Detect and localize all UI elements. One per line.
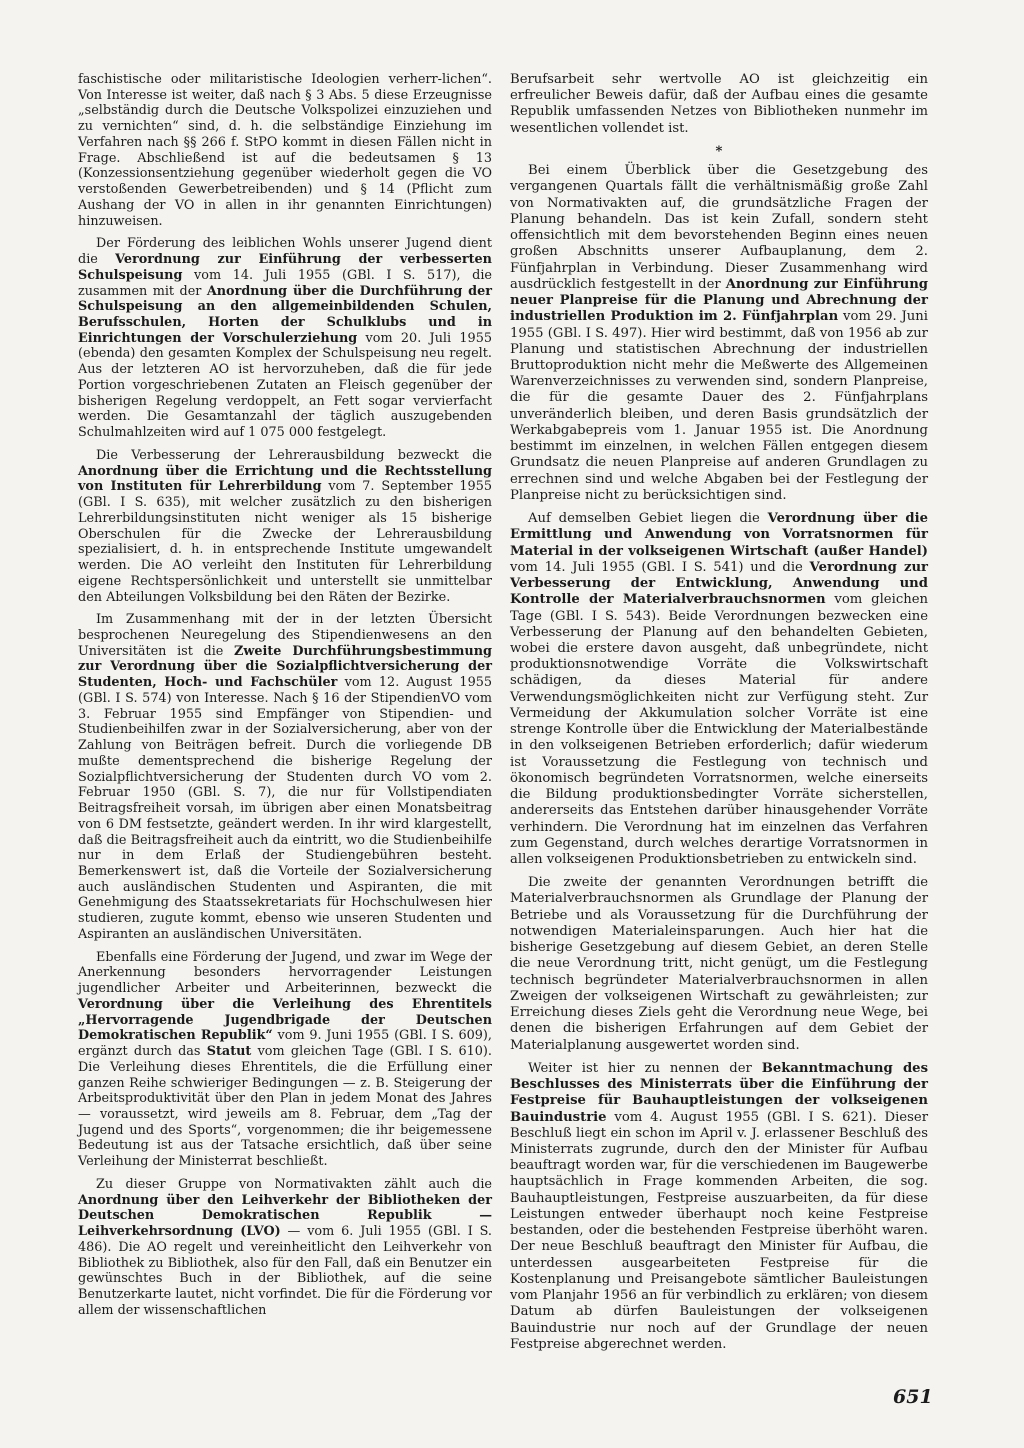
law-title: Anordnung über die Durchführung der Schulspeisung an den allgemeinbildenden Schulen, Berufsschulen, Horten der Schulklubs und in Einrichtungen der Vorschulerziehung — [78, 283, 492, 346]
law-title: Verordnung zur Einführung der verbesserten Schulspeisung — [78, 252, 492, 283]
law-title: Verordnung zur Verbesserung der Entwicklung, Anwendung und Kontrolle der Materialverbrauchsnormen — [510, 559, 928, 608]
paragraph: Zu dieser Gruppe von Normativakten zählt auch die Anordnung über den Leihverkehr der Bibliotheken der Deutschen Demokratischen Republik — Leihverkehrsordnung (LVO) — vom 6. Juli 1955 (GBl. I S. 486). Die AO regelt und vereinheitlicht den Leihverkehr von Bibliothek zu Bibliothek, also für den Fall, daß ein Benutzer ein gewünschtes Buch in der Bibliothek, auf die seine Benutzerkarte lautet, nicht vorfindet. Die für die Förderung vor allem der wissenschaftlichen — [78, 1176, 492, 1318]
law-title: Verordnung über die Verleihung des Ehrentitels „Hervorragende Jugendbrigade der Deutschen Demokratischen Republik“ — [78, 996, 492, 1044]
section-separator: * — [715, 143, 723, 159]
paragraph: Weiter ist hier zu nennen der Bekanntmachung des Beschlusses des Ministerrats über die Einführung der Festpreise für Bauhauptleistungen der volkseigenen Bauindustrie vom 4. August 1955 (GBl. I S. 621). Dieser Beschluß liegt ein schon im April v. J. erlassener Beschluß des Ministerrats zugrunde, durch den der Minister für Aufbau beauftragt worden war, für die verschiedenen im Baugewerbe hauptsächlich in Frage kommenden Arbeiten, die sog. Bauhauptleistungen, Festpreise auszuarbeiten, da für diese Leistungen entweder überhaupt noch keine Festpreise bestanden, oder die bestehenden Festpreise überhöht waren. Der neue Beschluß beauftragt den Minister für Aufbau, die unterdessen ausgearbeiteten Festpreise für die Kostenplanung und Preisangebote sämtlicher Bauleistungen vom Planjahr 1956 an für verbindlich zu erklären; von diesem Datum ab dürfen Bauleistungen der volkseigenen Bauindustrie nur noch auf der Grundlage der neuen Festpreise abgerechnet werden. — [510, 1060, 928, 1352]
paragraph: faschistische oder militaristische Ideologien verherr-lichen“. Von Interesse ist weiter, daß nach § 3 Abs. 5 diese Erzeugnisse „selbständig durch die Deutsche Volkspolizei einzuziehen und zu vernichten“ sind, d. h. die selbständige Einziehung im Verfahren nach §§ 266 f. StPO kommt in diesen Fällen nicht in Frage. Abschließend ist auf die bedeutsamen § 13 (Konzessionsentziehung gegenüber wiederholt gegen die VO verstoßenden Gewerbetreibenden) und § 14 (Pflicht zum Aushang der VO in allen in ihr genannten Einrichtungen) hinzuweisen. — [78, 72, 492, 229]
paragraph: Bei einem Überblick über die Gesetzgebung des vergangenen Quartals fällt die verhältnismäßig große Zahl von Normativakten auf, die grundsätzliche Fragen der Planung behandeln. Das ist kein Zufall, sondern steht offensichtlich mit dem bevorstehenden Beginn eines neuen großen Abschnitts unserer Aufbauplanung, dem 2. Fünfjahrplan in Verbindung. Dieser Zusammenhang wird ausdrücklich festgestellt in der Anordnung zur Einführung neuer Planpreise für die Planung und Abrechnung der industriellen Produktion im 2. Fünfjahrplan vom 29. Juni 1955 (GBl. I S. 497). Hier wird bestimmt, daß von 1956 ab zur Planung und statistischen Abrechnung der industriellen Bruttoproduktion nicht mehr die Meßwerte des Allgemeinen Warenverzeichnisses zu verwenden sind, sondern Planpreise, die für die gesamte Dauer des 2. Fünfjahrplans unveränderlich bleiben, und deren Basis grundsätzlich der Werkabgabepreis vom 1. Januar 1955 ist. Die Anordnung bestimmt im einzelnen, in welchen Fällen entgegen diesem Grundsatz die neuen Planpreise auf anderen Grundlagen zu errechnen sind und welche Abgaben bei der Festlegung der Planpreise nicht zu berücksichtigen sind. — [510, 163, 929, 503]
left-column — [78, 72, 492, 1326]
right-column — [510, 72, 928, 1360]
paragraph: Der Förderung des leiblichen Wohls unserer Jugend dient die Verordnung zur Einführung der verbesserten Schulspeisung vom 14. Juli 1955 (GBl. I S. 517), die zusammen mit der Anordnung über die Durchführung der Schulspeisung an den allgemeinbildenden Schulen, Berufsschulen, Horten der Schulklubs und in Einrichtungen der Vorschulerziehung vom 20. Juli 1955 (ebenda) den gesamten Komplex der Schulspeisung neu regelt. Aus der letzteren AO ist hervorzuheben, daß die für jede Portion vorgeschriebenen Zutaten an Fleisch gegenüber der bisherigen Regelung verdoppelt, an Fett sogar vervierfacht werden. Die Gesamtanzahl der täglich auszugebenden Schulmahlzeiten wird auf 1 075 000 festgelegt. — [78, 236, 492, 441]
law-title: Statut — [206, 1044, 252, 1060]
paragraph: Die zweite der genannten Verordnungen betrifft die Materialverbrauchsnormen als Grundlage der Planung der Betriebe und als Voraussetzung für die Durchführung der notwendigen Materialeinsparungen. Auch hier hat die bisherige Gesetzgebung auf diesem Gebiet, an deren Stelle die neue Verordnung tritt, nicht genügt, um die Festlegung technisch begründeter Materialverbrauchsnormen in allen Zweigen der volkseigenen Wirtschaft zu gewährleisten; zur Erreichung dieses Ziels geht die Verordnung neue Wege, bei denen die bisherigen Erfahrungen auf dem Gebiet der Materialplanung ausgewertet worden sind. — [510, 875, 928, 1053]
paragraph: Auf demselben Gebiet liegen die Verordnung über die Ermittlung und Anwendung von Vorratsnormen für Material in der volkseigenen Wirtschaft (außer Handel) vom 14. Juli 1955 (GBl. I S. 541) und die Verordnung zur Verbesserung der Entwicklung, Anwendung und Kontrolle der Materialverbrauchsnormen vom gleichen Tage (GBl. I S. 543). Beide Verordnungen bezwecken eine Verbesserung der Planung auf den behandelten Gebieten, wobei die erstere davon ausgeht, daß unbegründete, nicht produktionsnotwendige Vorräte die Volkswirtschaft schädigen, da dieses Material für andere Verwendungsmöglichkeiten nicht zur Verfügung steht. Zur Vermeidung der Akkumulation solcher Vorräte ist eine strenge Kontrolle über die Entwicklung der Materialbestände in den volkseigenen Betrieben erforderlich; dafür wiederum ist Voraussetzung die Festlegung von technisch und ökonomisch begründeten Vorratsnormen, welche einerseits die Bildung produktionsbedingter Vorräte sicherstellen, andererseits das Entstehen darüber hinausgehender Vorräte verhindern. Die Verordnung hat im einzelnen das Verfahren zum Gegenstand, durch welches derartige Vorratsnormen in allen volkseigenen Produktionsbetrieben zu entwickeln sind. — [510, 511, 928, 868]
paragraph: Ebenfalls eine Förderung der Jugend, und zwar im Wege der Anerkennung besonders hervorragender Leistungen jugendlicher Arbeiter und Arbeiterinnen, bezweckt die Verordnung über die Verleihung des Ehrentitels „Hervorragende Jugendbrigade der Deutschen Demokratischen Republik“ vom 9. Juni 1955 (GBl. I S. 609), ergänzt durch das Statut vom gleichen Tage (GBl. I S. 610). Die Verleihung dieses Ehrentitels, die die Erfüllung einer ganzen Reihe schwieriger Bedingungen — z. B. Steigerung der Arbeitsproduktivität über den Plan in jedem Monat des Jahres — voraussetzt, wird jeweils am 8. Februar, dem „Tag der Jugend und des Sports“, vorgenommen; die ihr beigemessene Bedeutung ist aus der Tatsache ersichtlich, daß über seine Verleihung der Ministerrat beschließt. — [78, 949, 492, 1170]
law-title: Anordnung über die Errichtung und die Rechtsstellung von Instituten für Lehrerbildung — [78, 463, 492, 495]
law-title: Zweite Durchführungsbestimmung zur Verordnung über die Sozialpflichtversicherung der Studenten, Hoch- und Fachschüler — [78, 643, 492, 691]
law-title: Bekanntmachung des Beschlusses des Ministerrats über die Einführung der Festpreise für Bauhauptleistungen der volkseigenen Bauindustrie — [510, 1060, 928, 1125]
law-title: Anordnung zur Einführung neuer Planpreise für die Planung und Abrechnung der industriellen Produktion im 2. Fünfjahrplan — [510, 276, 929, 325]
paragraph: Im Zusammenhang mit der in der letzten Übersicht besprochenen Neuregelung des Stipendienwesens an den Universitäten ist die Zweite Durchführungsbestimmung zur Verordnung über die Sozialpflichtversicherung der Studenten, Hoch- und Fachschüler vom 12. August 1955 (GBl. I S. 574) von Interesse. Nach § 16 der StipendienVO vom 3. Februar 1955 sind Empfänger von Stipendien- und Studienbeihilfen zwar in der Sozialversicherung, aber von der Zahlung von Beiträgen befreit. Durch die vorliegende DB mußte dementsprechend die bisherige Regelung der Sozialpflichtversicherung der Studenten durch VO vom 2. Februar 1950 (GBl. S. 7), die nur für Vollstipendiaten Beitragsfreiheit vorsah, im übrigen aber einen Monatsbeitrag von 6 DM festsetzte, geändert werden. In ihr wird klargestellt, daß die Beitragsfreiheit auch da eintritt, wo die Studienbeihilfe nur in dem Erlaß der Studiengebühren besteht. Bemerkenswert ist, daß die Vorteile der Sozialversicherung auch ausländischen Studenten und Aspiranten, die mit Genehmigung des Staatssekretariats für Hochschulwesen hier studieren, zugute kommt, ebenso wie unseren Studenten und Aspiranten an ausländischen Universitäten. — [78, 612, 492, 942]
law-title: Anordnung über den Leihverkehr der Bibliotheken der Deutschen Demokratischen Republik — Leihverkehrsordnung (LVO) — [78, 1192, 492, 1240]
page-number: 651 — [893, 1386, 933, 1408]
paragraph: Berufsarbeit sehr wertvolle AO ist gleichzeitig ein erfreulicher Beweis dafür, daß der Aufbau eines die gesamte Republik umfassenden Netzes von Bibliotheken nunmehr im wesentlichen vollendet ist. — [510, 72, 928, 136]
law-title: Verordnung über die Ermittlung und Anwendung von Vorratsnormen für Material in der volkseigenen Wirtschaft (außer Handel) — [510, 511, 928, 559]
paragraph: Die Verbesserung der Lehrerausbildung bezweckt die Anordnung über die Errichtung und die Rechtsstellung von Instituten für Lehrerbildung vom 7. September 1955 (GBl. I S. 635), mit welcher zusätzlich zu den bisherigen Lehrerbildungsinstituten nicht weniger als 15 bisherige Oberschulen für die Zwecke der Lehrerausbildung spezialisiert, d. h. in entsprechende Institute umgewandelt werden. Die AO verleiht den Instituten für Lehrerbildung eigene Rechtspersönlichkeit und unterstellt sie unmittelbar den Abteilungen Volksbildung bei den Räten der Bezirke. — [78, 447, 492, 605]
